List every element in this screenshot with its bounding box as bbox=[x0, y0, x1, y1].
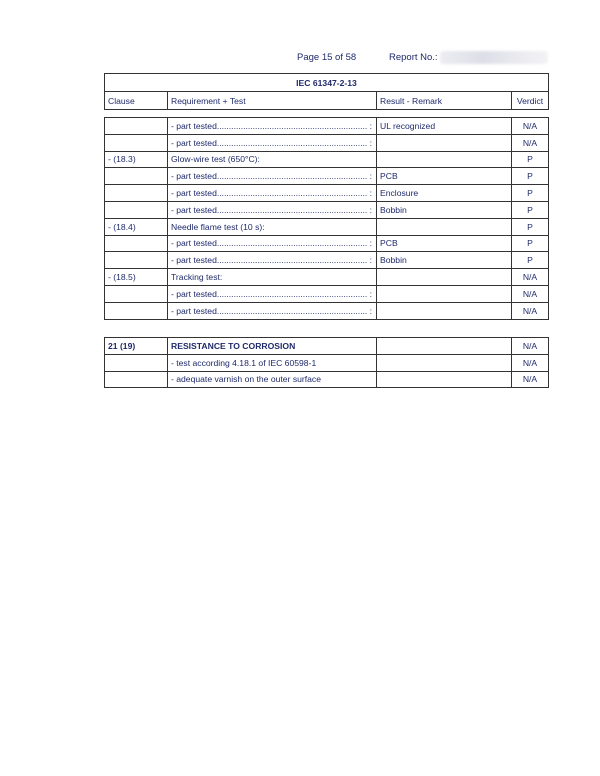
requirement-cell: Needle flame test (10 s): bbox=[168, 218, 377, 235]
table-row bbox=[105, 235, 549, 252]
section-row bbox=[105, 338, 549, 355]
requirement-cell: Tracking test: bbox=[168, 269, 377, 286]
table-row bbox=[105, 218, 549, 235]
col-header-requirement: Requirement + Test bbox=[168, 92, 377, 110]
table-row bbox=[105, 302, 549, 319]
requirement-cell: - part tested............................................................... : bbox=[168, 118, 377, 135]
verdict-cell: P bbox=[512, 151, 549, 168]
clause-cell bbox=[105, 235, 168, 252]
table-row bbox=[105, 118, 549, 135]
table-row bbox=[105, 252, 549, 269]
verdict-cell: P bbox=[512, 252, 549, 269]
requirement-cell: - part tested............................................................... : bbox=[168, 302, 377, 319]
verdict-cell: P bbox=[512, 235, 549, 252]
table-row bbox=[105, 201, 549, 218]
result-cell: Bobbin bbox=[377, 252, 512, 269]
verdict-cell: N/A bbox=[512, 285, 549, 302]
result-cell: PCB bbox=[377, 235, 512, 252]
requirement-cell: Glow-wire test (650°C): bbox=[168, 151, 377, 168]
result-cell bbox=[377, 269, 512, 286]
clause-cell bbox=[105, 302, 168, 319]
verdict-cell: P bbox=[512, 201, 549, 218]
result-cell bbox=[377, 285, 512, 302]
clause-cell: - (18.4) bbox=[105, 218, 168, 235]
clause-cell bbox=[105, 201, 168, 218]
col-header-result: Result - Remark bbox=[377, 92, 512, 110]
requirement-cell: - part tested............................................................... : bbox=[168, 252, 377, 269]
requirement-cell: - adequate varnish on the outer surface bbox=[168, 371, 377, 388]
clause-cell bbox=[105, 118, 168, 135]
verdict-cell: N/A bbox=[512, 302, 549, 319]
spacer-row bbox=[105, 110, 549, 118]
result-cell: Enclosure bbox=[377, 185, 512, 202]
page-number: Page 15 of 58 bbox=[297, 52, 357, 63]
table-row bbox=[105, 371, 549, 388]
report-number-label: Report No.: bbox=[389, 52, 438, 63]
result-cell bbox=[377, 354, 512, 371]
result-cell bbox=[377, 218, 512, 235]
section-title: RESISTANCE TO CORROSION bbox=[168, 338, 377, 355]
requirement-cell: - test according 4.18.1 of IEC 60598-1 bbox=[168, 354, 377, 371]
table-row bbox=[105, 285, 549, 302]
result-cell bbox=[377, 151, 512, 168]
result-cell bbox=[377, 302, 512, 319]
requirements-table bbox=[104, 73, 549, 320]
result-cell: PCB bbox=[377, 168, 512, 185]
corrosion-table bbox=[104, 337, 549, 388]
col-header-clause: Clause bbox=[105, 92, 168, 110]
requirement-cell: - part tested............................................................... : bbox=[168, 185, 377, 202]
verdict-cell: N/A bbox=[512, 134, 549, 151]
table-row bbox=[105, 134, 549, 151]
section-result bbox=[377, 338, 512, 355]
clause-cell bbox=[105, 354, 168, 371]
clause-cell bbox=[105, 185, 168, 202]
table-title-row bbox=[105, 74, 549, 92]
result-cell: UL recognized bbox=[377, 118, 512, 135]
verdict-cell: P bbox=[512, 218, 549, 235]
result-cell bbox=[377, 371, 512, 388]
clause-cell bbox=[105, 134, 168, 151]
section-clause: 21 (19) bbox=[105, 338, 168, 355]
result-cell bbox=[377, 134, 512, 151]
requirement-cell: - part tested............................................................... : bbox=[168, 285, 377, 302]
table-row bbox=[105, 151, 549, 168]
clause-cell bbox=[105, 252, 168, 269]
verdict-cell: N/A bbox=[512, 118, 549, 135]
verdict-cell: N/A bbox=[512, 371, 549, 388]
table-row bbox=[105, 168, 549, 185]
verdict-cell: P bbox=[512, 168, 549, 185]
table-row bbox=[105, 269, 549, 286]
table-row bbox=[105, 185, 549, 202]
section-verdict: N/A bbox=[512, 338, 549, 355]
clause-cell bbox=[105, 371, 168, 388]
col-header-verdict: Verdict bbox=[512, 92, 549, 110]
standard-title: IEC 61347-2-13 bbox=[105, 74, 549, 92]
requirement-cell: - part tested............................................................... : bbox=[168, 168, 377, 185]
column-header-row bbox=[105, 92, 549, 110]
result-cell: Bobbin bbox=[377, 201, 512, 218]
verdict-cell: P bbox=[512, 185, 549, 202]
verdict-cell: N/A bbox=[512, 269, 549, 286]
clause-cell: - (18.5) bbox=[105, 269, 168, 286]
requirement-cell: - part tested............................................................... : bbox=[168, 134, 377, 151]
table-row bbox=[105, 354, 549, 371]
clause-cell: - (18.3) bbox=[105, 151, 168, 168]
verdict-cell: N/A bbox=[512, 354, 549, 371]
clause-cell bbox=[105, 285, 168, 302]
redacted-report-number bbox=[440, 51, 548, 64]
requirement-cell: - part tested............................................................... : bbox=[168, 201, 377, 218]
clause-cell bbox=[105, 168, 168, 185]
requirement-cell: - part tested............................................................... : bbox=[168, 235, 377, 252]
